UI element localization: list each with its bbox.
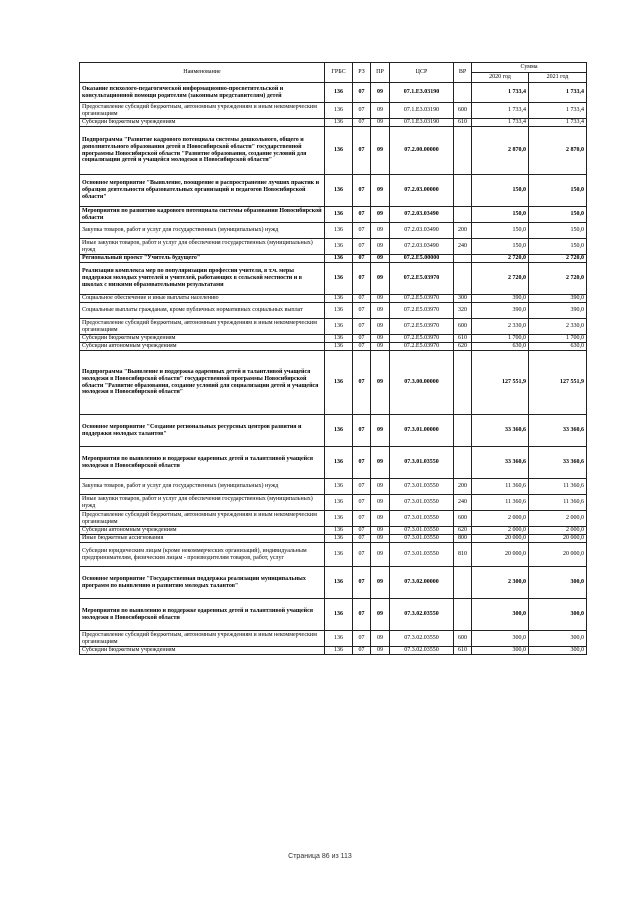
header-year-2021: 2021 год: [529, 73, 587, 83]
row-grbs: 136: [325, 223, 353, 239]
budget-table: [79, 62, 587, 655]
row-amount-2021: 1 733,4: [529, 119, 587, 127]
row-vr: 300: [454, 295, 472, 303]
header-vr: ВР: [454, 63, 472, 83]
row-rz: 07: [353, 447, 371, 479]
row-amount-2020: 2 330,0: [472, 319, 529, 335]
row-amount-2020: 150,0: [472, 175, 529, 207]
row-vr: [454, 599, 472, 631]
row-rz: 07: [353, 103, 371, 119]
row-pr: 09: [371, 647, 390, 655]
row-vr: 600: [454, 319, 472, 335]
row-rz: 07: [353, 415, 371, 447]
row-csr: 07.1.E3.03190: [390, 103, 454, 119]
table-row: [80, 351, 587, 415]
row-vr: 240: [454, 239, 472, 255]
table-row: [80, 239, 587, 255]
table-row: [80, 535, 587, 543]
row-pr: 09: [371, 447, 390, 479]
row-pr: 09: [371, 175, 390, 207]
row-csr: 07.3.01.03550: [390, 511, 454, 527]
row-grbs: 136: [325, 127, 353, 175]
row-grbs: 136: [325, 631, 353, 647]
table-row: [80, 83, 587, 103]
row-grbs: 136: [325, 447, 353, 479]
row-rz: 07: [353, 175, 371, 207]
row-csr: 07.1.E3.03190: [390, 119, 454, 127]
row-amount-2020: 33 360,6: [472, 415, 529, 447]
row-grbs: 136: [325, 239, 353, 255]
row-pr: 09: [371, 535, 390, 543]
row-vr: 620: [454, 527, 472, 535]
row-pr: 09: [371, 527, 390, 535]
page-number: Страница 86 из 113: [288, 853, 352, 860]
table-row: [80, 447, 587, 479]
row-amount-2021: 2 330,0: [529, 319, 587, 335]
row-rz: 07: [353, 495, 371, 511]
header-sum: Сумма: [472, 63, 587, 73]
row-csr: 07.2.E5.03970: [390, 303, 454, 319]
row-csr: 07.3.01.03550: [390, 543, 454, 567]
row-amount-2021: 2 870,0: [529, 127, 587, 175]
row-amount-2021: 33 360,6: [529, 447, 587, 479]
row-name: Закупка товаров, работ и услуг для государственных (муниципальных) нужд: [80, 479, 325, 495]
row-pr: 09: [371, 479, 390, 495]
row-rz: 07: [353, 239, 371, 255]
row-amount-2020: 630,0: [472, 343, 529, 351]
row-rz: 07: [353, 127, 371, 175]
table-row: [80, 127, 587, 175]
row-csr: 07.3.01.03550: [390, 495, 454, 511]
row-csr: 07.3.01.00000: [390, 415, 454, 447]
row-vr: [454, 351, 472, 415]
row-vr: 240: [454, 495, 472, 511]
row-amount-2021: 390,0: [529, 303, 587, 319]
table-row: [80, 207, 587, 223]
table-row: [80, 567, 587, 599]
row-rz: 07: [353, 119, 371, 127]
row-amount-2020: 127 551,9: [472, 351, 529, 415]
row-csr: 07.3.00.00000: [390, 351, 454, 415]
row-csr: 07.2.03.00000: [390, 175, 454, 207]
table-row: [80, 343, 587, 351]
row-vr: 600: [454, 103, 472, 119]
table-row: [80, 175, 587, 207]
row-vr: 320: [454, 303, 472, 319]
row-amount-2021: 1 700,0: [529, 335, 587, 343]
row-grbs: 136: [325, 83, 353, 103]
row-csr: 07.2.E5.03970: [390, 295, 454, 303]
row-csr: 07.2.03.03490: [390, 239, 454, 255]
table-row: [80, 631, 587, 647]
row-amount-2020: 1 733,4: [472, 119, 529, 127]
row-pr: 09: [371, 119, 390, 127]
row-name: Субсидии автономным учреждениям: [80, 527, 325, 535]
row-grbs: 136: [325, 599, 353, 631]
row-grbs: 136: [325, 543, 353, 567]
row-amount-2020: 390,0: [472, 295, 529, 303]
row-amount-2021: 630,0: [529, 343, 587, 351]
row-name: Субсидии бюджетным учреждениям: [80, 647, 325, 655]
row-name: Основное мероприятие "Государственная поддержка реализации муниципальных программ по выявлению и развитию молодых талантов": [80, 567, 325, 599]
table-row: [80, 263, 587, 295]
row-name: Мероприятия по развитию кадрового потенциала системы образования Новосибирской области: [80, 207, 325, 223]
row-grbs: 136: [325, 295, 353, 303]
row-amount-2021: 390,0: [529, 295, 587, 303]
row-amount-2021: 33 360,6: [529, 415, 587, 447]
row-name: Социальное обеспечение и иные выплаты населению: [80, 295, 325, 303]
row-csr: 07.3.01.03550: [390, 535, 454, 543]
row-pr: 09: [371, 83, 390, 103]
table-row: [80, 223, 587, 239]
row-grbs: 136: [325, 207, 353, 223]
row-amount-2020: 390,0: [472, 303, 529, 319]
row-vr: [454, 127, 472, 175]
row-grbs: 136: [325, 319, 353, 335]
row-amount-2020: 11 360,6: [472, 479, 529, 495]
table-row: [80, 119, 587, 127]
table-row: [80, 599, 587, 631]
row-amount-2020: 11 360,6: [472, 495, 529, 511]
row-name: Подпрограмма "Выявление и поддержка одаренных детей и талантливой учащейся молодежи в Новосибирской области" государственной программы Новосибирской области "Развитие образования, создание условий для социализации детей и учащейся молодежи в Новосибирской области": [80, 351, 325, 415]
row-csr: 07.2.03.03490: [390, 207, 454, 223]
row-rz: 07: [353, 207, 371, 223]
row-csr: 07.3.02.03550: [390, 599, 454, 631]
row-pr: 09: [371, 599, 390, 631]
row-csr: 07.2.E5.03970: [390, 343, 454, 351]
row-grbs: 136: [325, 567, 353, 599]
table-row: [80, 511, 587, 527]
row-grbs: 136: [325, 343, 353, 351]
row-amount-2020: 300,0: [472, 647, 529, 655]
row-grbs: 136: [325, 479, 353, 495]
row-amount-2020: 20 000,0: [472, 535, 529, 543]
row-csr: 07.2.E5.03970: [390, 319, 454, 335]
row-grbs: 136: [325, 103, 353, 119]
row-grbs: 136: [325, 495, 353, 511]
row-rz: 07: [353, 631, 371, 647]
row-pr: 09: [371, 335, 390, 343]
row-name: Реализация комплекса мер по популяризации профессии учителя, в т.ч. меры поддержки молодых учителей и учителей, работающих в сельской местности и в школах с низкими образовательными результатами: [80, 263, 325, 295]
table-row: [80, 319, 587, 335]
row-amount-2020: 2 870,0: [472, 127, 529, 175]
row-name: Субсидии бюджетным учреждениям: [80, 335, 325, 343]
row-amount-2020: 1 733,4: [472, 103, 529, 119]
row-amount-2020: 33 360,6: [472, 447, 529, 479]
header-year-2020: 2020 год: [472, 73, 529, 83]
row-amount-2020: 2 000,0: [472, 527, 529, 535]
row-pr: 09: [371, 351, 390, 415]
row-csr: 07.3.01.03550: [390, 447, 454, 479]
row-grbs: 136: [325, 535, 353, 543]
row-csr: 07.2.E5.03970: [390, 335, 454, 343]
table-row: [80, 495, 587, 511]
row-vr: 620: [454, 343, 472, 351]
row-rz: 07: [353, 511, 371, 527]
row-amount-2021: 2 720,0: [529, 255, 587, 263]
row-amount-2020: 300,0: [472, 599, 529, 631]
row-name: Предоставление субсидий бюджетным, автономным учреждениям и иным некоммерческим организациям: [80, 103, 325, 119]
row-pr: 09: [371, 415, 390, 447]
row-amount-2021: 2 000,0: [529, 511, 587, 527]
row-vr: 800: [454, 535, 472, 543]
row-name: Субсидии автономным учреждениям: [80, 343, 325, 351]
row-amount-2021: 11 360,6: [529, 495, 587, 511]
row-name: Подпрограмма "Развитие кадрового потенциала системы дошкольного, общего и дополнительного образования детей в Новосибирской области" государственной программы Новосибирской области "Развитие образования, создание условий для социализации детей и учащейся молодежи в Новосибирской области": [80, 127, 325, 175]
row-grbs: 136: [325, 527, 353, 535]
row-vr: [454, 175, 472, 207]
row-csr: 07.1.E3.03190: [390, 83, 454, 103]
row-csr: 07.3.01.03550: [390, 527, 454, 535]
row-vr: [454, 415, 472, 447]
row-vr: 600: [454, 511, 472, 527]
row-name: Иные закупки товаров, работ и услуг для обеспечения государственных (муниципальных) нужд: [80, 239, 325, 255]
row-vr: 600: [454, 631, 472, 647]
row-csr: 07.2.00.00000: [390, 127, 454, 175]
row-amount-2020: 2 720,0: [472, 255, 529, 263]
row-amount-2021: 1 733,4: [529, 83, 587, 103]
row-vr: [454, 255, 472, 263]
table-row: [80, 415, 587, 447]
row-grbs: 136: [325, 263, 353, 295]
row-amount-2021: 300,0: [529, 567, 587, 599]
row-grbs: 136: [325, 511, 353, 527]
row-vr: 810: [454, 543, 472, 567]
row-amount-2020: 2 000,0: [472, 511, 529, 527]
row-amount-2021: 20 000,0: [529, 543, 587, 567]
row-amount-2021: 300,0: [529, 599, 587, 631]
row-rz: 07: [353, 83, 371, 103]
row-amount-2020: 150,0: [472, 207, 529, 223]
row-amount-2021: 300,0: [529, 647, 587, 655]
row-pr: 09: [371, 511, 390, 527]
table-row: [80, 479, 587, 495]
row-rz: 07: [353, 295, 371, 303]
row-vr: 610: [454, 335, 472, 343]
row-grbs: 136: [325, 335, 353, 343]
row-csr: 07.2.E5.00000: [390, 255, 454, 263]
row-name: Основное мероприятие "Создание региональных ресурсных центров развития и поддержки молодых талантов": [80, 415, 325, 447]
table-row: [80, 527, 587, 535]
row-pr: 09: [371, 239, 390, 255]
row-grbs: 136: [325, 303, 353, 319]
header-rz: РЗ: [353, 63, 371, 83]
row-amount-2021: 150,0: [529, 207, 587, 223]
table-row: [80, 647, 587, 655]
row-amount-2020: 150,0: [472, 239, 529, 255]
row-rz: 07: [353, 319, 371, 335]
header-grbs: ГРБС: [325, 63, 353, 83]
row-pr: 09: [371, 295, 390, 303]
row-pr: 09: [371, 255, 390, 263]
row-amount-2020: 1 733,4: [472, 83, 529, 103]
row-name: Иные закупки товаров, работ и услуг для обеспечения государственных (муниципальных) нужд: [80, 495, 325, 511]
row-rz: 07: [353, 343, 371, 351]
table-row: [80, 335, 587, 343]
row-vr: 610: [454, 119, 472, 127]
row-rz: 07: [353, 479, 371, 495]
row-amount-2020: 20 000,0: [472, 543, 529, 567]
row-csr: 07.2.03.03490: [390, 223, 454, 239]
header-csr: ЦСР: [390, 63, 454, 83]
row-amount-2020: 150,0: [472, 223, 529, 239]
row-csr: 07.2.E5.03970: [390, 263, 454, 295]
row-name: Иные бюджетные ассигнования: [80, 535, 325, 543]
row-pr: 09: [371, 263, 390, 295]
table-row: [80, 295, 587, 303]
row-rz: 07: [353, 527, 371, 535]
row-grbs: 136: [325, 647, 353, 655]
row-pr: 09: [371, 303, 390, 319]
row-amount-2020: 300,0: [472, 631, 529, 647]
row-amount-2021: 150,0: [529, 175, 587, 207]
row-amount-2021: 150,0: [529, 223, 587, 239]
row-rz: 07: [353, 335, 371, 343]
row-amount-2021: 20 000,0: [529, 535, 587, 543]
row-amount-2021: 300,0: [529, 631, 587, 647]
row-vr: 200: [454, 223, 472, 239]
row-vr: [454, 83, 472, 103]
row-pr: 09: [371, 127, 390, 175]
row-grbs: 136: [325, 175, 353, 207]
row-pr: 09: [371, 543, 390, 567]
row-csr: 07.3.02.03550: [390, 631, 454, 647]
row-pr: 09: [371, 343, 390, 351]
row-rz: 07: [353, 647, 371, 655]
row-vr: 610: [454, 647, 472, 655]
row-vr: [454, 263, 472, 295]
row-name: Оказание психолого-педагогической информационно-просветительской и консультационной помощи родителям (законным представителям) детей: [80, 83, 325, 103]
row-name: Закупка товаров, работ и услуг для государственных (муниципальных) нужд: [80, 223, 325, 239]
row-rz: 07: [353, 255, 371, 263]
row-name: Основное мероприятие "Выявление, поощрение и распространение лучших практик и образцов деятельности образовательных организаций и педагогов Новосибирской области": [80, 175, 325, 207]
row-pr: 09: [371, 103, 390, 119]
row-name: Субсидии юридическим лицам (кроме некоммерческих организаций), индивидуальным предпринимателям, физическим лицам - производителям товаров, работ, услуг: [80, 543, 325, 567]
row-grbs: 136: [325, 351, 353, 415]
header-pr: ПР: [371, 63, 390, 83]
row-name: Предоставление субсидий бюджетным, автономным учреждениям и иным некоммерческим организациям: [80, 511, 325, 527]
table-row: [80, 255, 587, 263]
row-vr: [454, 447, 472, 479]
row-vr: [454, 207, 472, 223]
table-row: [80, 303, 587, 319]
table-header: [80, 63, 587, 83]
row-amount-2020: 2 300,0: [472, 567, 529, 599]
row-pr: 09: [371, 207, 390, 223]
row-rz: 07: [353, 223, 371, 239]
row-rz: 07: [353, 351, 371, 415]
row-vr: 200: [454, 479, 472, 495]
row-rz: 07: [353, 535, 371, 543]
row-name: Мероприятия по выявлению и поддержке одаренных детей и талантливой учащейся молодежи в Новосибирской области: [80, 599, 325, 631]
row-amount-2021: 2 720,0: [529, 263, 587, 295]
row-amount-2021: 11 360,6: [529, 479, 587, 495]
row-name: Субсидии бюджетным учреждениям: [80, 119, 325, 127]
row-amount-2020: 2 720,0: [472, 263, 529, 295]
row-rz: 07: [353, 303, 371, 319]
row-name: Мероприятия по выявлению и поддержке одаренных детей и талантливой учащейся молодежи в Новосибирской области: [80, 447, 325, 479]
table-row: [80, 543, 587, 567]
row-amount-2021: 150,0: [529, 239, 587, 255]
row-name: Предоставление субсидий бюджетным, автономным учреждениям и иным некоммерческим организациям: [80, 631, 325, 647]
row-name: Социальные выплаты гражданам, кроме публичных нормативных социальных выплат: [80, 303, 325, 319]
row-rz: 07: [353, 567, 371, 599]
header-name: Наименование: [80, 63, 325, 83]
row-grbs: 136: [325, 119, 353, 127]
row-name: Региональный проект "Учитель будущего": [80, 255, 325, 263]
row-amount-2021: 2 000,0: [529, 527, 587, 535]
row-pr: 09: [371, 631, 390, 647]
row-pr: 09: [371, 567, 390, 599]
row-csr: 07.3.02.00000: [390, 567, 454, 599]
row-csr: 07.3.01.03550: [390, 479, 454, 495]
row-amount-2021: 1 733,4: [529, 103, 587, 119]
row-grbs: 136: [325, 255, 353, 263]
row-pr: 09: [371, 223, 390, 239]
row-rz: 07: [353, 599, 371, 631]
row-pr: 09: [371, 319, 390, 335]
table-row: [80, 103, 587, 119]
row-amount-2020: 1 700,0: [472, 335, 529, 343]
row-vr: [454, 567, 472, 599]
row-rz: 07: [353, 263, 371, 295]
row-amount-2021: 127 551,9: [529, 351, 587, 415]
row-pr: 09: [371, 495, 390, 511]
row-grbs: 136: [325, 415, 353, 447]
row-name: Предоставление субсидий бюджетным, автономным учреждениям и иным некоммерческим организациям: [80, 319, 325, 335]
row-rz: 07: [353, 543, 371, 567]
row-csr: 07.3.02.03550: [390, 647, 454, 655]
table-body: [80, 83, 587, 655]
